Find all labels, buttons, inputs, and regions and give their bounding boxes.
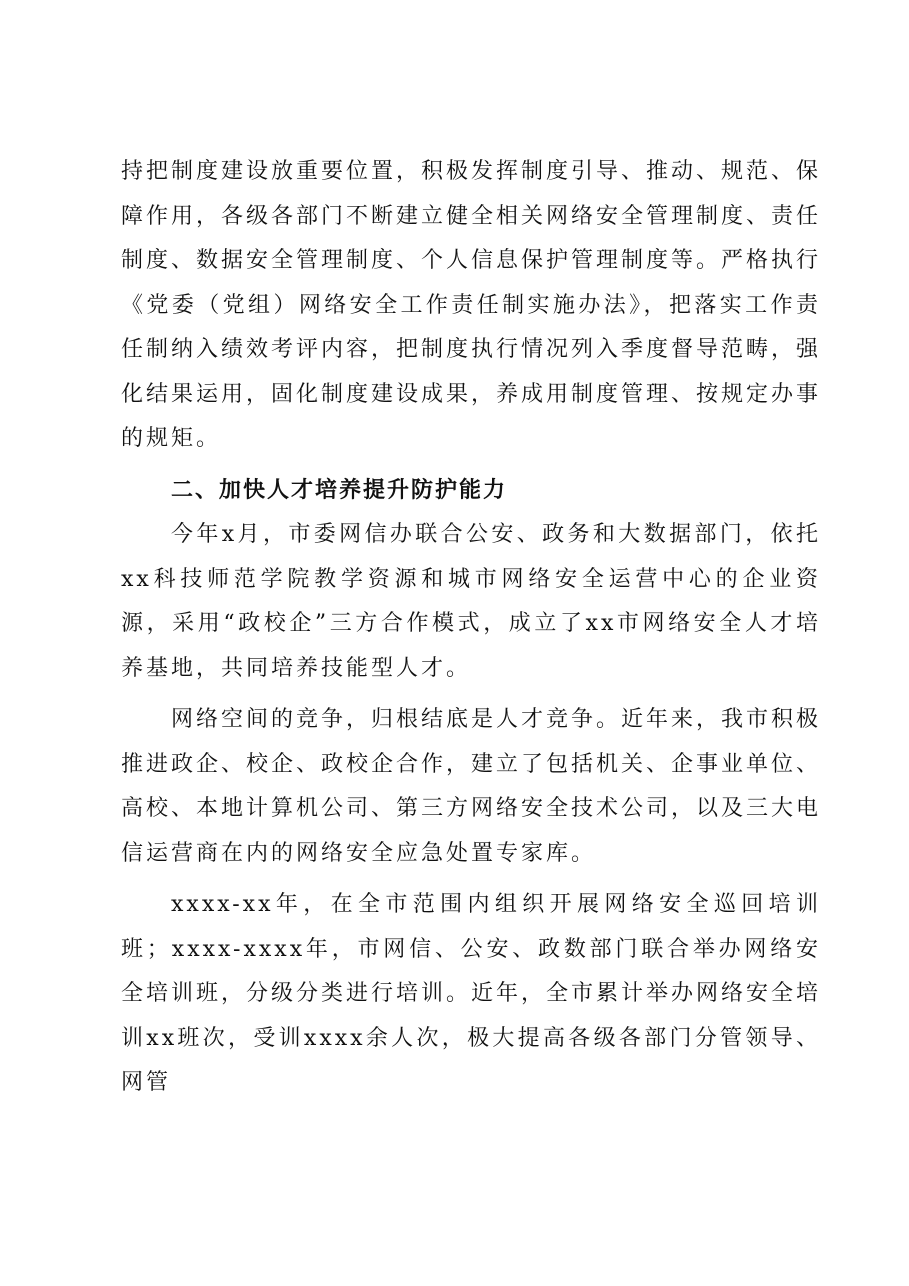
section-heading-talent-training: 二、加快人才培养提升防护能力 bbox=[171, 477, 508, 503]
paragraph-training-sessions: xxxx-xx年，在全市范围内组织开展网络安全巡回培训班；xxxx-xxxx年，市网信、公安、政数部门联合举办网络安全培训班，分级分类进行培训。近年，全市累计举办网络安全培训xx班次，受训xxxx余人次，极大提高各级各部门分管领导、网管 bbox=[121, 892, 822, 1095]
paragraph-talent-competition: 网络空间的竞争，归根结底是人才竞争。近年来，我市积极推进政企、校企、政校企合作，建立了包括机关、企事业单位、高校、本地计算机公司、第三方网络安全技术公司，以及三大电信运营商在内的网络安全应急处置专家库。 bbox=[121, 707, 822, 866]
paragraph-talent-base: 今年x月，市委网信办联合公安、政务和大数据部门，依托xx科技师范学院教学资源和城市网络安全运营中心的企业资源，采用“政校企”三方合作模式，成立了xx市网络安全人才培养基地，共同培养技能型人才。 bbox=[121, 522, 821, 681]
paragraph-institution-building: 持把制度建设放重要位置，积极发挥制度引导、推动、规范、保障作用，各级各部门不断建立健全相关网络安全管理制度、责任制度、数据安全管理制度、个人信息保护管理制度等。严格执行《党委（党组）网络安全工作责任制实施办法》，把落实工作责任制纳入绩效考评内容，把制度执行情况列入季度督导范畴，强化结果运用，固化制度建设成果，养成用制度管理、按规定办事的规矩。 bbox=[121, 159, 822, 451]
document-body bbox=[121, 150, 821, 1106]
